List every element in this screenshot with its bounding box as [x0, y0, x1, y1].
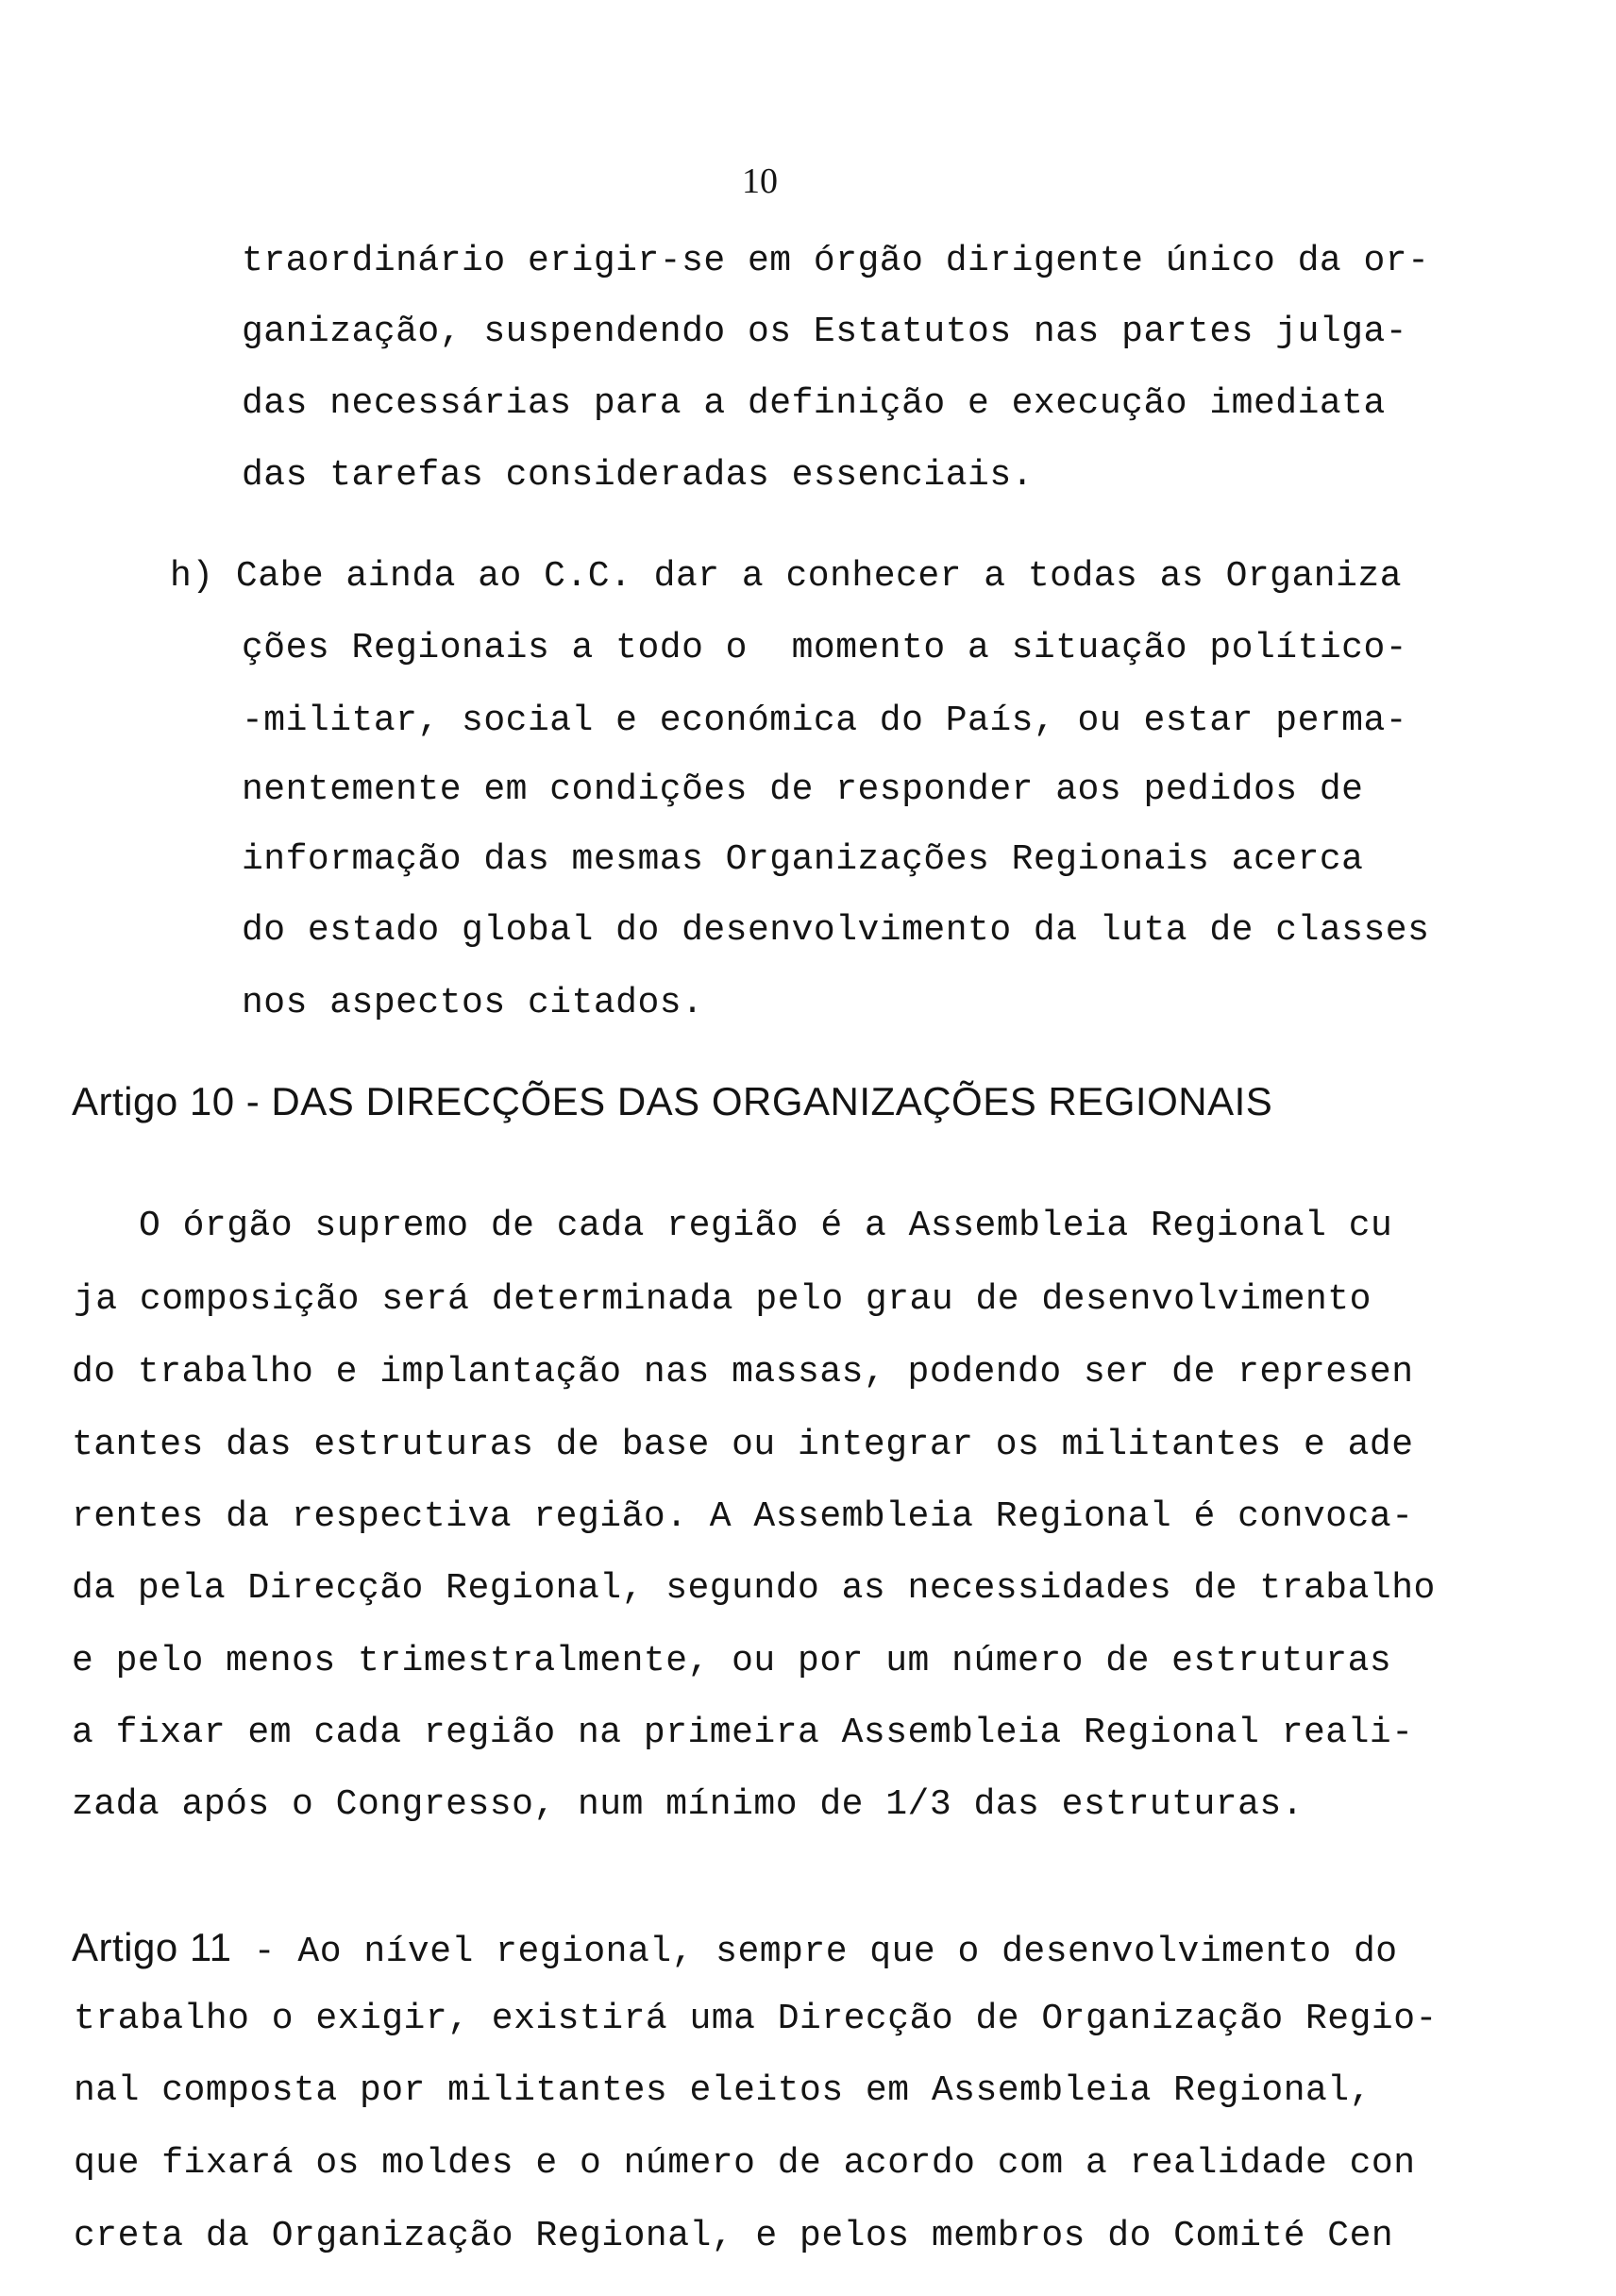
text-line: das tarefas consideradas essenciais.: [242, 455, 1034, 496]
text-line: zada após o Congresso, num mínimo de 1/3 das estruturas.: [72, 1784, 1305, 1825]
text-line: das necessárias para a definição e execução imediata: [242, 383, 1386, 424]
text-line: nentemente em condições de responder aos pedidos de: [242, 769, 1364, 810]
text-line: tantes das estruturas de base ou integrar os militantes e ade: [72, 1425, 1414, 1465]
page-number: 10: [742, 161, 778, 201]
text-line: da pela Direcção Regional, segundo as necessidades de trabalho: [72, 1568, 1436, 1609]
text-line: ganização, suspendendo os Estatutos nas partes julga-: [242, 312, 1408, 352]
text-line: traordinário erigir-se em órgão dirigente único da or-: [242, 241, 1430, 281]
text-line: nal composta por militantes eleitos em Assembleia Regional,: [74, 2070, 1372, 2111]
text-line: h) Cabe ainda ao C.C. dar a conhecer a todas as Organiza: [170, 556, 1403, 597]
text-line: do trabalho e implantação nas massas, podendo ser de represen: [72, 1352, 1414, 1393]
article-10-heading: Artigo 10 - DAS DIRECÇÕES DAS ORGANIZAÇÕES REGIONAIS: [72, 1079, 1273, 1123]
text-line: e pelo menos trimestralmente, ou por um número de estruturas: [72, 1641, 1392, 1681]
article-11-label: Artigo 11: [72, 1925, 232, 1969]
text-line: informação das mesmas Organizações Regionais acerca: [242, 839, 1364, 880]
text-line: rentes da respectiva região. A Assembleia Regional é convoca-: [72, 1496, 1414, 1537]
article-11-first-line: - Ao nível regional, sempre que o desenvolvimento do: [231, 1932, 1398, 1972]
text-line: [72, 1925, 1398, 1972]
text-line: -militar, social e económica do País, ou estar perma-: [242, 701, 1408, 741]
text-line: nos aspectos citados.: [242, 983, 704, 1023]
text-line: a fixar em cada região na primeira Assembleia Regional reali-: [72, 1713, 1414, 1753]
text-line: que fixará os moldes e o número de acordo com a realidade con: [74, 2143, 1416, 2184]
text-line: trabalho o exigir, existirá uma Direcção de Organização Regio-: [74, 1999, 1438, 2039]
text-line: O órgão supremo de cada região é a Assembleia Regional cu: [139, 1206, 1393, 1246]
text-line: do estado global do desenvolvimento da luta de classes: [242, 910, 1430, 951]
text-line: creta da Organização Regional, e pelos membros do Comité Cen: [74, 2216, 1394, 2256]
text-line: ja composição será determinada pelo grau de desenvolvimento: [74, 1279, 1372, 1320]
text-line: ções Regionais a todo o momento a situação político-: [242, 628, 1408, 668]
